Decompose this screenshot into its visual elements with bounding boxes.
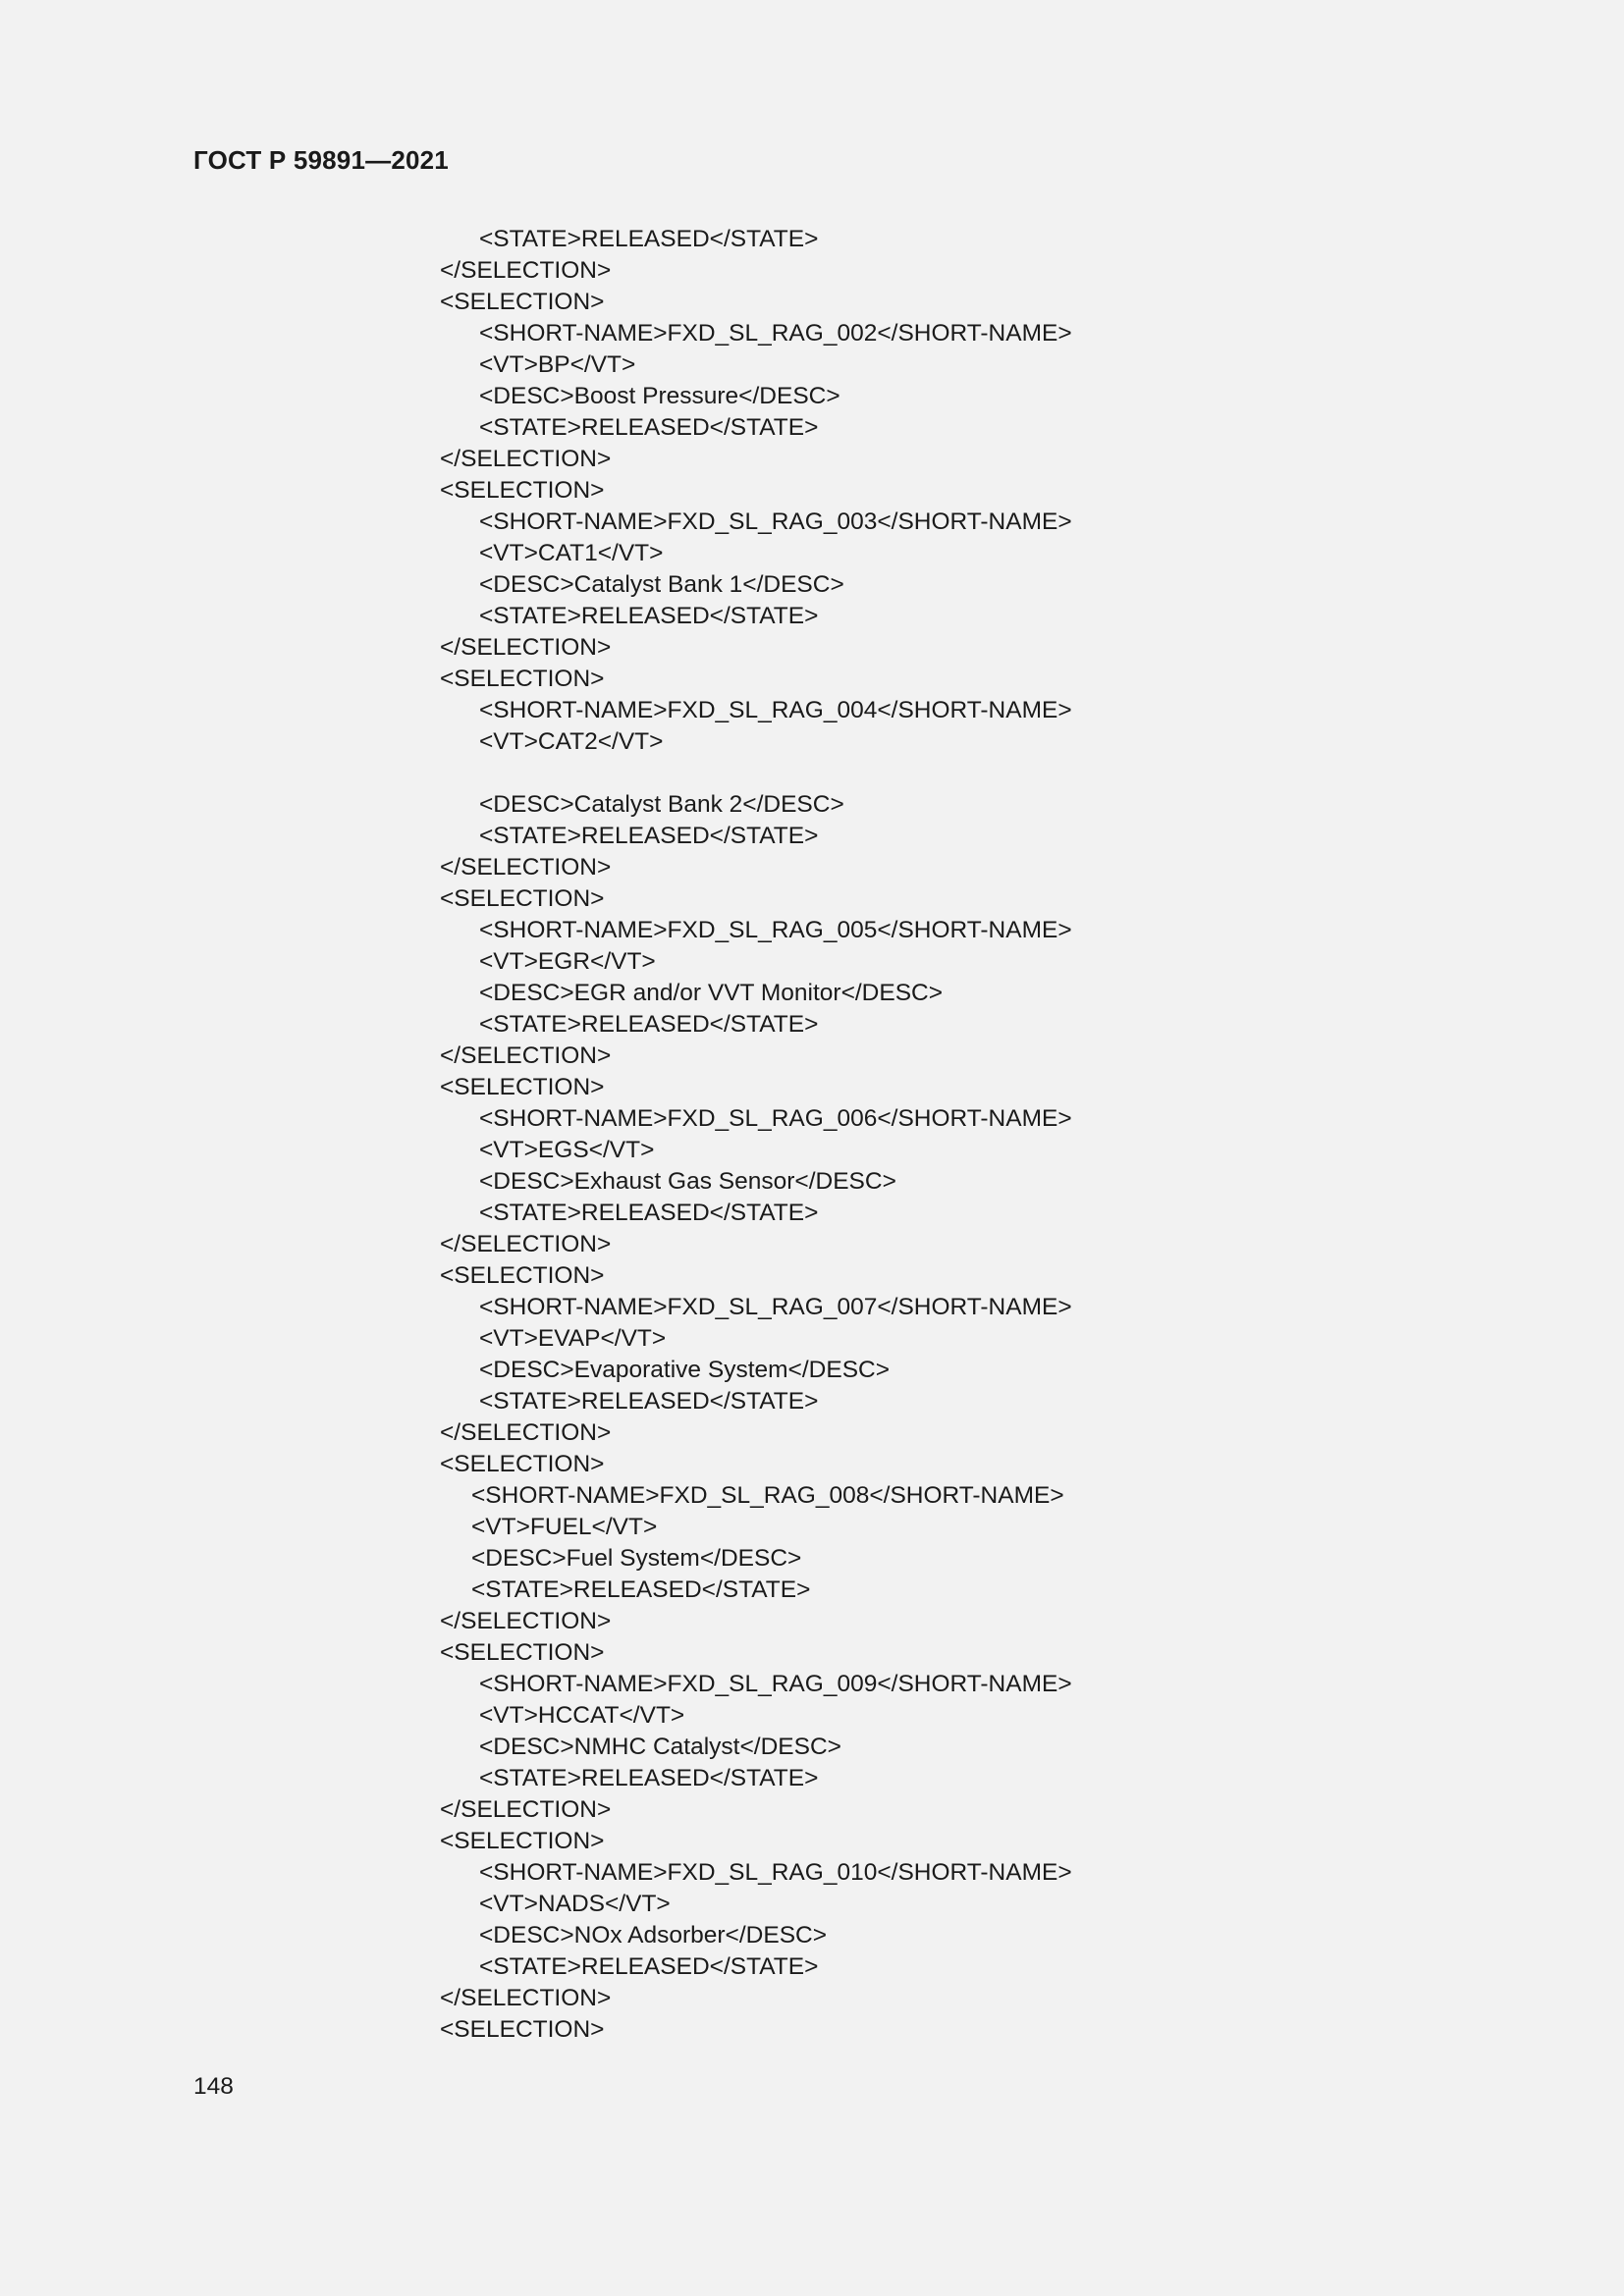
code-line: <VT>EGS</VT> — [479, 1137, 655, 1163]
code-line: <DESC>Fuel System</DESC> — [471, 1545, 802, 1572]
code-line: <VT>HCCAT</VT> — [479, 1702, 685, 1729]
code-line: <VT>EGR</VT> — [479, 948, 656, 975]
code-line: </SELECTION> — [440, 634, 612, 661]
code-line: <SHORT-NAME>FXD_SL_RAG_005</SHORT-NAME> — [479, 917, 1072, 943]
code-line: <VT>CAT2</VT> — [479, 728, 664, 755]
code-line: <DESC>NMHC Catalyst</DESC> — [479, 1734, 841, 1760]
blank-line — [440, 758, 1422, 789]
code-line: <SHORT-NAME>FXD_SL_RAG_007</SHORT-NAME> — [479, 1294, 1072, 1320]
code-line: <SHORT-NAME>FXD_SL_RAG_008</SHORT-NAME> — [471, 1482, 1064, 1509]
code-line: <DESC>Catalyst Bank 1</DESC> — [479, 571, 844, 598]
code-line: <STATE>RELEASED</STATE> — [479, 1011, 819, 1038]
code-line: <STATE>RELEASED</STATE> — [479, 823, 819, 849]
code-line: <SELECTION> — [440, 1451, 605, 1477]
code-line: </SELECTION> — [440, 1608, 612, 1634]
code-line: <STATE>RELEASED</STATE> — [479, 1953, 819, 1980]
code-line: </SELECTION> — [440, 257, 612, 284]
code-line: <SELECTION> — [440, 2016, 605, 2043]
code-line: <SHORT-NAME>FXD_SL_RAG_009</SHORT-NAME> — [479, 1671, 1072, 1697]
code-line: <SHORT-NAME>FXD_SL_RAG_006</SHORT-NAME> — [479, 1105, 1072, 1132]
code-line: <SELECTION> — [440, 666, 605, 692]
code-line: </SELECTION> — [440, 446, 612, 472]
code-line: <DESC>EGR and/or VVT Monitor</DESC> — [479, 980, 944, 1006]
code-line: </SELECTION> — [440, 1231, 612, 1257]
code-line: <STATE>RELEASED</STATE> — [479, 1765, 819, 1791]
code-line: <VT>CAT1</VT> — [479, 540, 664, 566]
code-line: <STATE>RELEASED</STATE> — [471, 1576, 811, 1603]
code-line: <DESC>NOx Adsorber</DESC> — [479, 1922, 828, 1949]
code-line: <VT>BP</VT> — [479, 351, 636, 378]
code-line: <SELECTION> — [440, 885, 605, 912]
code-line: <DESC>Evaporative System</DESC> — [479, 1357, 891, 1383]
code-line: <DESC>Exhaust Gas Sensor</DESC> — [479, 1168, 896, 1195]
code-line: <DESC>Boost Pressure</DESC> — [479, 383, 840, 409]
code-line: </SELECTION> — [440, 1796, 612, 1823]
code-line: <SELECTION> — [440, 1828, 605, 1854]
code-line: <STATE>RELEASED</STATE> — [479, 603, 819, 629]
code-line: <VT>NADS</VT> — [479, 1891, 671, 1917]
code-line: </SELECTION> — [440, 1042, 612, 1069]
code-line: <VT>FUEL</VT> — [471, 1514, 658, 1540]
code-line: <STATE>RELEASED</STATE> — [479, 414, 819, 441]
page-number: 148 — [193, 2073, 234, 2100]
code-line: </SELECTION> — [440, 854, 612, 881]
page-header: ГОСТ Р 59891—2021 — [193, 145, 449, 175]
code-line: <SELECTION> — [440, 289, 605, 315]
code-line: <STATE>RELEASED</STATE> — [479, 1388, 819, 1415]
code-line: <SELECTION> — [440, 1074, 605, 1100]
xml-code-block — [440, 224, 1422, 2046]
code-line: <VT>EVAP</VT> — [479, 1325, 667, 1352]
code-line: <STATE>RELEASED</STATE> — [479, 226, 819, 252]
code-line: </SELECTION> — [440, 1419, 612, 1446]
code-line: <SELECTION> — [440, 1639, 605, 1666]
code-line: </SELECTION> — [440, 1985, 612, 2011]
code-line: <SHORT-NAME>FXD_SL_RAG_002</SHORT-NAME> — [479, 320, 1072, 347]
code-line: <SELECTION> — [440, 477, 605, 504]
code-line: <SELECTION> — [440, 1262, 605, 1289]
code-line: <SHORT-NAME>FXD_SL_RAG_003</SHORT-NAME> — [479, 508, 1072, 535]
code-line: <DESC>Catalyst Bank 2</DESC> — [479, 791, 844, 818]
code-line: <SHORT-NAME>FXD_SL_RAG_010</SHORT-NAME> — [479, 1859, 1072, 1886]
code-line: <STATE>RELEASED</STATE> — [479, 1200, 819, 1226]
code-line: <SHORT-NAME>FXD_SL_RAG_004</SHORT-NAME> — [479, 697, 1072, 723]
